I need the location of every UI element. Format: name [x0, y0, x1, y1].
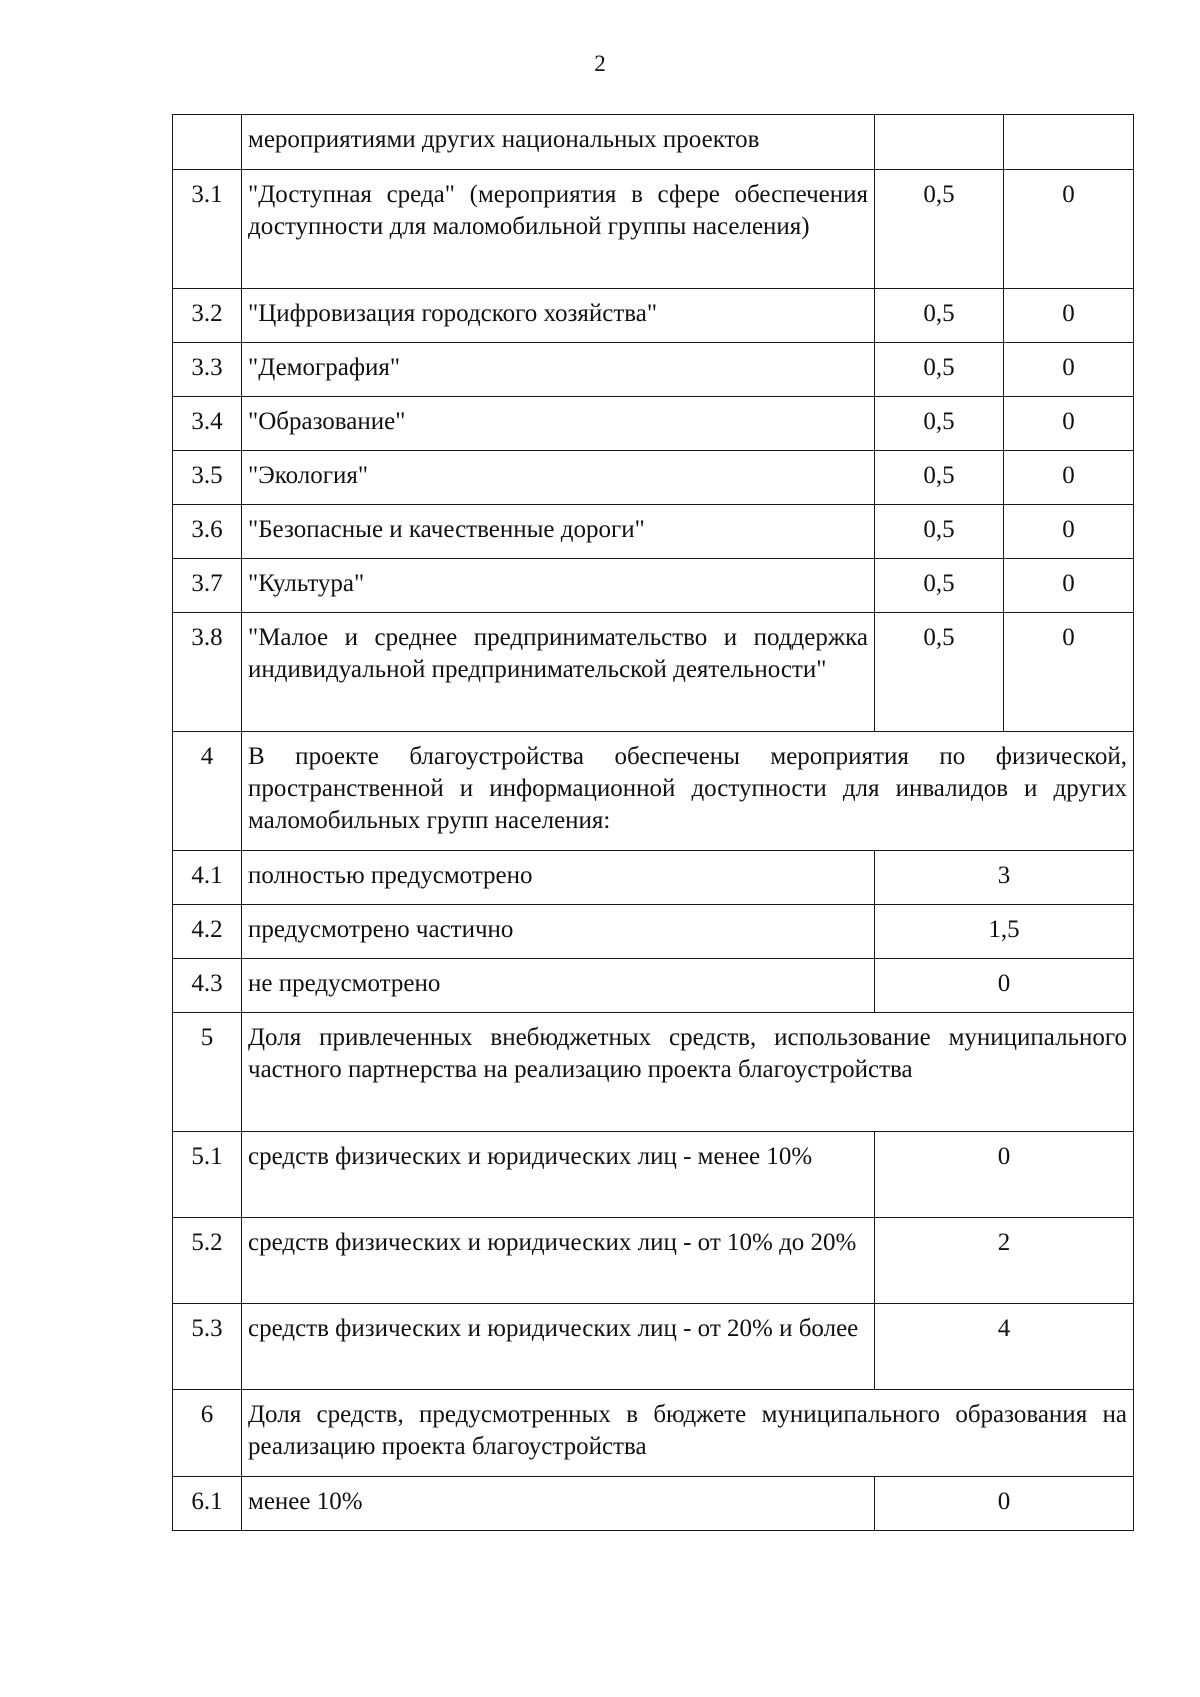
row-value-1: 0,5: [875, 289, 1004, 343]
section-text: В проекте благоустройства обеспечены мероприятия по физической, пространственной и информационной доступности для инвалидов и других маломобильных групп населения:: [242, 732, 1134, 851]
row-value-1: 0,5: [875, 613, 1004, 732]
row-number: 6.1: [173, 1477, 242, 1531]
table-row: [173, 1218, 1134, 1304]
row-number: 3.1: [173, 170, 242, 289]
criteria-table: [172, 114, 1134, 1531]
table-row: [173, 289, 1134, 343]
section-text: Доля привлеченных внебюджетных средств, использование муниципального частного партнерства на реализацию проекта благоустройства: [242, 1013, 1134, 1132]
row-text: "Экология": [242, 451, 875, 505]
row-text: не предусмотрено: [242, 959, 875, 1013]
row-number: 3.8: [173, 613, 242, 732]
row-text: "Безопасные и качественные дороги": [242, 505, 875, 559]
row-value-1: 0,5: [875, 170, 1004, 289]
row-score: 1,5: [875, 905, 1134, 959]
row-value-2: 0: [1004, 170, 1134, 289]
table-row: [173, 397, 1134, 451]
row-score: 0: [875, 1477, 1134, 1531]
row-text: "Доступная среда" (мероприятия в сфере обеспечения доступности для маломобильной группы населения): [242, 170, 875, 289]
row-text: "Малое и среднее предпринимательство и поддержка индивидуальной предпринимательской деятельности": [242, 613, 875, 732]
row-value-2: 0: [1004, 505, 1134, 559]
section-row: [173, 1390, 1134, 1477]
row-text: полностью предусмотрено: [242, 851, 875, 905]
row-number: 3.3: [173, 343, 242, 397]
row-score: 4: [875, 1304, 1134, 1390]
row-text: "Демография": [242, 343, 875, 397]
row-value-2: 0: [1004, 343, 1134, 397]
row-text: средств физических и юридических лиц - менее 10%: [242, 1132, 875, 1218]
row-score: 0: [875, 1132, 1134, 1218]
section-text: Доля средств, предусмотренных в бюджете муниципального образования на реализацию проекта благоустройства: [242, 1390, 1134, 1477]
table-row: [173, 451, 1134, 505]
row-number: [173, 115, 242, 170]
row-text: менее 10%: [242, 1477, 875, 1531]
table-row: [173, 559, 1134, 613]
table-row: [173, 613, 1134, 732]
section-row: [173, 732, 1134, 851]
section-number: 4: [173, 732, 242, 851]
table-row: [173, 343, 1134, 397]
row-value-1: 0,5: [875, 397, 1004, 451]
row-score: 0: [875, 959, 1134, 1013]
table-row: [173, 1304, 1134, 1390]
row-number: 5.3: [173, 1304, 242, 1390]
row-text: средств физических и юридических лиц - от 10% до 20%: [242, 1218, 875, 1304]
row-number: 4.2: [173, 905, 242, 959]
table-row: [173, 851, 1134, 905]
row-score: 2: [875, 1218, 1134, 1304]
section-number: 5: [173, 1013, 242, 1132]
page-number: 2: [594, 51, 606, 76]
row-score: 3: [875, 851, 1134, 905]
row-text: мероприятиями других национальных проектов: [242, 115, 875, 170]
row-value-2: 0: [1004, 559, 1134, 613]
row-number: 3.4: [173, 397, 242, 451]
row-number: 3.6: [173, 505, 242, 559]
row-text: средств физических и юридических лиц - от 20% и более: [242, 1304, 875, 1390]
row-text: "Цифровизация городского хозяйства": [242, 289, 875, 343]
table-row: [173, 505, 1134, 559]
row-text: "Культура": [242, 559, 875, 613]
table-row: [173, 115, 1134, 170]
row-value-2: 0: [1004, 397, 1134, 451]
row-text: предусмотрено частично: [242, 905, 875, 959]
row-value-2: 0: [1004, 613, 1134, 732]
row-number: 3.5: [173, 451, 242, 505]
row-number: 5.1: [173, 1132, 242, 1218]
row-value-2: 0: [1004, 289, 1134, 343]
section-row: [173, 1013, 1134, 1132]
table-row: [173, 1132, 1134, 1218]
row-value-2: [1004, 115, 1134, 170]
row-text: "Образование": [242, 397, 875, 451]
row-value-2: 0: [1004, 451, 1134, 505]
row-value-1: 0,5: [875, 559, 1004, 613]
row-value-1: 0,5: [875, 343, 1004, 397]
row-number: 4.3: [173, 959, 242, 1013]
row-value-1: 0,5: [875, 451, 1004, 505]
row-number: 3.7: [173, 559, 242, 613]
table-row: [173, 959, 1134, 1013]
row-value-1: 0,5: [875, 505, 1004, 559]
table-row: [173, 905, 1134, 959]
row-number: 5.2: [173, 1218, 242, 1304]
section-number: 6: [173, 1390, 242, 1477]
table-row: [173, 170, 1134, 289]
row-value-1: [875, 115, 1004, 170]
table-row: [173, 1477, 1134, 1531]
row-number: 4.1: [173, 851, 242, 905]
row-number: 3.2: [173, 289, 242, 343]
